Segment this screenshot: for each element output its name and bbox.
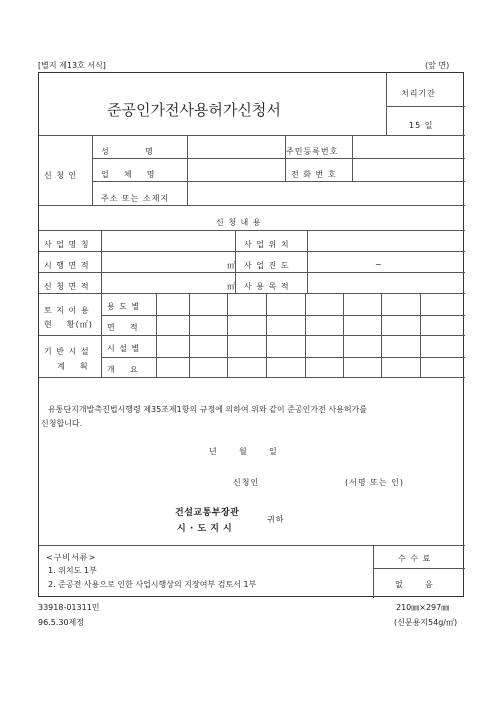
land-use-area: 면 적 [107, 323, 139, 332]
business-location-field[interactable] [308, 231, 464, 250]
signature-note: (서명 또는 인) [345, 478, 404, 487]
infra-summary: 개 요 [107, 365, 139, 374]
paper-type: (신문용지54g/㎡) [394, 618, 458, 627]
authority-governor: 시 · 도 지 시 [177, 524, 233, 534]
business-progress-label: 사 업 진 도 [244, 261, 290, 270]
implementation-area-unit: ㎡ [227, 261, 236, 270]
land-use-label-2: 현 황(㎡) [44, 320, 93, 329]
required-doc-1: 1. 위치도 1부 [48, 566, 97, 575]
infra-by-facility: 시 설 별 [107, 344, 141, 353]
application-date: 년 월 일 [209, 447, 278, 456]
fee-value: 없 음 [395, 580, 434, 589]
company-name-field[interactable] [188, 159, 284, 180]
enactment-date: 96.5.30제정 [38, 618, 84, 627]
requested-area-label: 신 청 면 적 [44, 282, 90, 291]
paper-size: 210㎜×297㎜ [396, 603, 450, 612]
processing-period-value: 15 일 [409, 121, 434, 130]
implementation-area-label: 시 행 면 적 [44, 261, 90, 270]
processing-period-label: 처리기간 [401, 89, 436, 98]
required-doc-2: 2. 준공전 사용으로 인한 사업시행상의 지장여부 검토서 1부 [48, 580, 257, 589]
required-docs-header: <구비서류> [46, 553, 97, 562]
infra-label-1: 기 반 시 설 [44, 347, 90, 356]
resident-id-label: 주민등록번호 [286, 147, 339, 156]
name-label: 성 명 [101, 147, 154, 156]
statement-line-1: 유통단지개발촉진법시행령 제35조제1항의 규정에 의하여 위와 같이 준공인가전 사용허가를 [48, 405, 368, 414]
processing-divider [386, 106, 465, 107]
phone-field[interactable] [353, 159, 464, 180]
signer-label: 신청인 [233, 478, 260, 487]
business-location-label: 사 업 위 치 [244, 240, 290, 249]
title-divider [386, 73, 387, 135]
infra-label-2: 계 획 [57, 362, 89, 371]
form-number: [별지 제13호 서식] [38, 61, 106, 70]
business-name-field[interactable] [102, 231, 234, 250]
business-name-label: 사 업 명 칭 [44, 240, 90, 249]
usage-purpose-label: 사 용 목 적 [244, 282, 290, 291]
phone-label: 전 화 번 호 [291, 170, 337, 179]
authority-minister: 건설교통부장관 [175, 508, 240, 518]
requested-area-unit: ㎡ [227, 282, 236, 291]
company-name-label: 업 체 명 [101, 170, 156, 179]
land-use-by-purpose: 용 도 별 [107, 302, 141, 311]
statement-line-2: 신청합니다. [41, 419, 83, 428]
content-header: 신 청 내 용 [216, 218, 262, 227]
address-label: 주소 또는 소재지 [101, 194, 170, 203]
resident-id-field[interactable] [353, 136, 464, 157]
business-progress-separator: ~ [375, 260, 383, 269]
honorific: 귀하 [267, 515, 285, 524]
applicant-section-label: 신 청 인 [44, 171, 78, 180]
form-code: 33918-01311민 [38, 603, 100, 612]
address-field[interactable] [188, 182, 464, 204]
land-use-label-1: 토 지 이 용 [44, 306, 90, 315]
name-field[interactable] [188, 136, 284, 157]
form-frame [38, 72, 464, 597]
fee-label: 수 수 료 [398, 554, 432, 563]
form-title: 준공인가전사용허가신청서 [107, 101, 281, 119]
page-side: (앞 면) [425, 61, 450, 70]
